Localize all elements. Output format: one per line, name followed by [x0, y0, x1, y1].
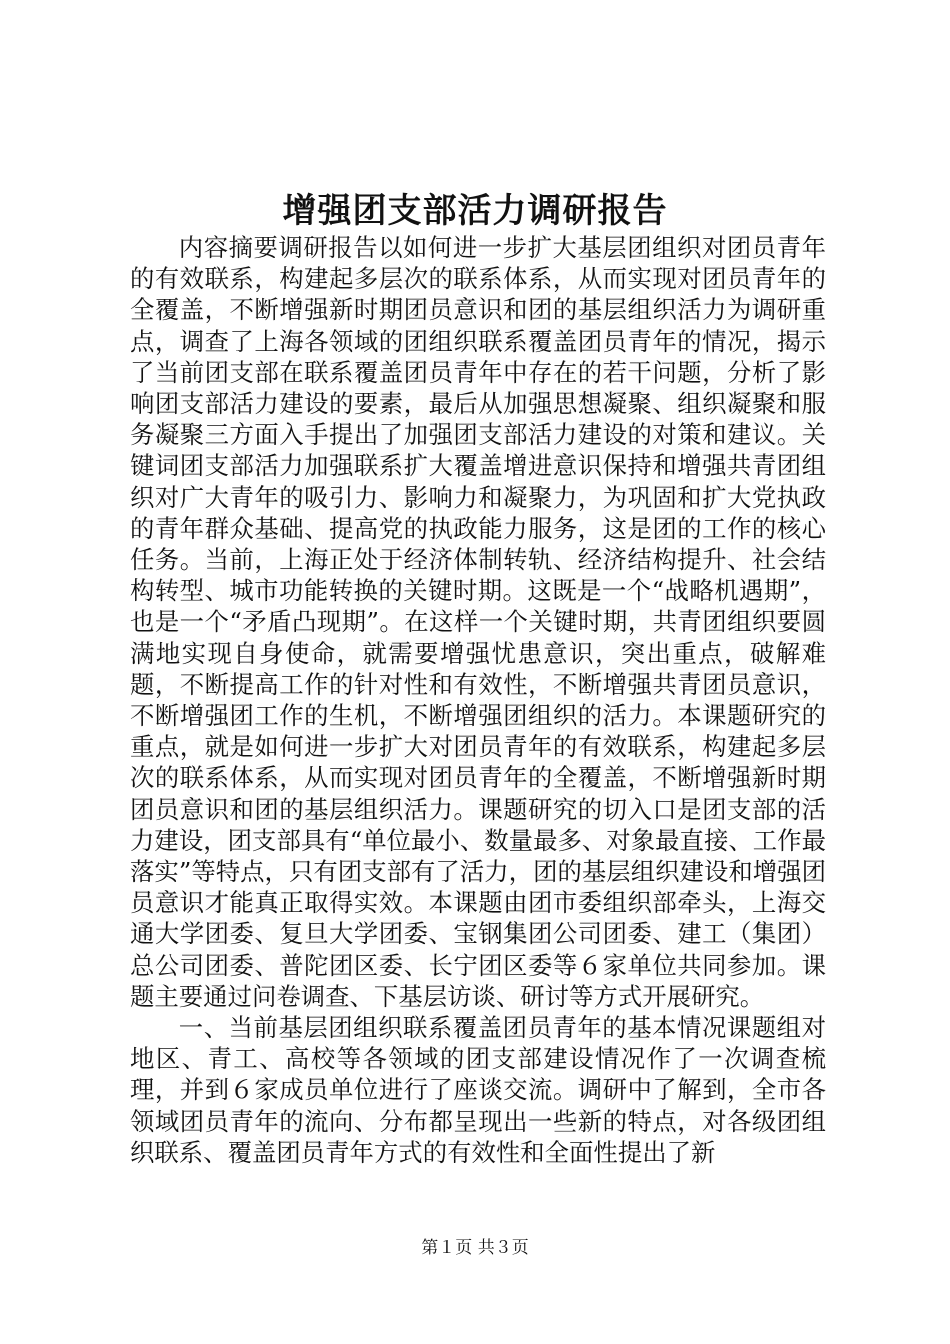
paragraph-section-one: 一、当前基层团组织联系覆盖团员青年的基本情况课题组对地区、青工、高校等各领域的团支部建设情况作了一次调查梳理，并到６家成员单位进行了座谈交流。调研中了解到，全市各领域团员青年的流向、分布都呈现出一些新的特点，对各级团组织联系、覆盖团员青年方式的有效性和全面性提出了新: [130, 1013, 826, 1167]
paragraph-abstract: 内容摘要调研报告以如何进一步扩大基层团组织对团员青年的有效联系，构建起多层次的联系体系，从而实现对团员青年的全覆盖，不断增强新时期团员意识和团的基层组织活力为调研重点，调查了上海各领域的团组织联系覆盖团员青年的情况，揭示了当前团支部在联系覆盖团员青年中存在的若干问题，分析了影响团支部活力建设的要素，最后从加强思想凝聚、组织凝聚和服务凝聚三方面入手提出了加强团支部活力建设的对策和建议。关键词团支部活力加强联系扩大覆盖增进意识保持和增强共青团组织对广大青年的吸引力、影响力和凝聚力，为巩固和扩大党执政的青年群众基础、提高党的执政能力服务，这是团的工作的核心任务。当前，上海正处于经济体制转轨、经济结构提升、社会结构转型、城市功能转换的关键时期。这既是一个“战略机遇期”，也是一个“矛盾凸现期”。在这样一个关键时期，共青团组织要圆满地实现自身使命，就需要增强忧患意识，突出重点，破解难题，不断提高工作的针对性和有效性，不断增强共青团员意识，不断增强团工作的生机，不断增强团组织的活力。本课题研究的重点，就是如何进一步扩大对团员青年的有效联系，构建起多层次的联系体系，从而实现对团员青年的全覆盖，不断增强新时期团员意识和团的基层组织活力。课题研究的切入口是团支部的活力建设，团支部具有“单位最小、数量最多、对象最直接、工作最落实”等特点，只有团支部有了活力，团的基层组织建设和增强团员意识才能真正取得实效。本课题由团市委组织部牵头，上海交通大学团委、复旦大学团委、宝钢集团公司团委、建工（集团）总公司团委、普陀团区委、长宁团区委等６家单位共同参加。课题主要通过问卷调查、下基层访谈、研讨等方式开展研究。: [130, 233, 826, 1011]
document-title: 增强团支部活力调研报告: [282, 191, 668, 231]
document-body: [130, 232, 826, 1168]
page-number-footer: 第１页 共３页: [421, 1238, 529, 1258]
